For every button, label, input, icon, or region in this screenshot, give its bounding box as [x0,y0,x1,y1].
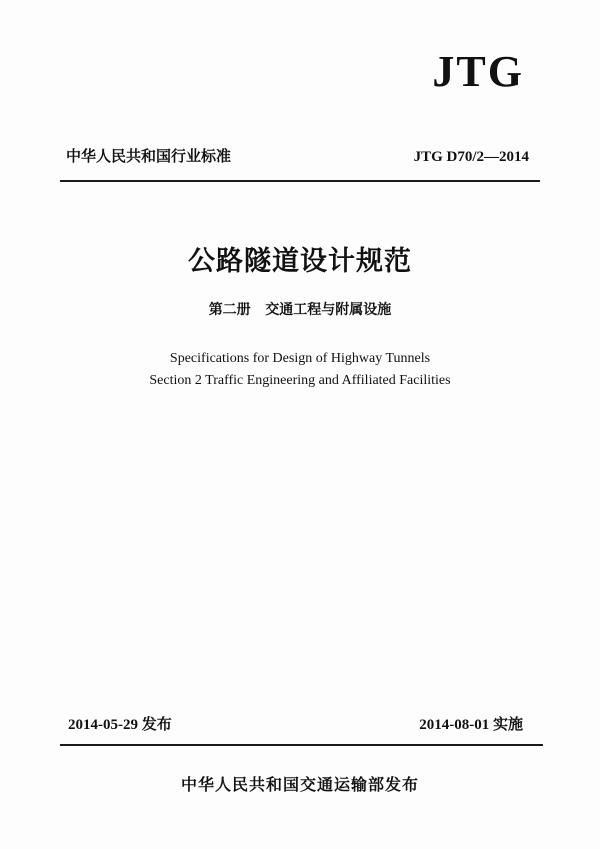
subtitle-chinese: 第二册 交通工程与附属设施 [208,302,392,318]
top-divider [60,180,540,182]
jtg-logo: JTG [432,47,524,96]
standard-code: JTG D70/2—2014 [413,149,529,165]
title-english: Specifications for Design of Highway Tunnels [169,351,431,366]
subtitle-english: Section 2 Traffic Engineering and Affiliated Facilities [149,373,451,388]
title-chinese: 公路隧道设计规范 [188,246,412,277]
issue-date: 2014-05-29 发布 [68,717,172,733]
bottom-divider [60,744,543,746]
implementation-date: 2014-08-01 实施 [419,717,523,733]
publisher: 中华人民共和国交通运输部发布 [180,775,419,794]
standard-category: 中华人民共和国行业标准 [66,147,232,165]
